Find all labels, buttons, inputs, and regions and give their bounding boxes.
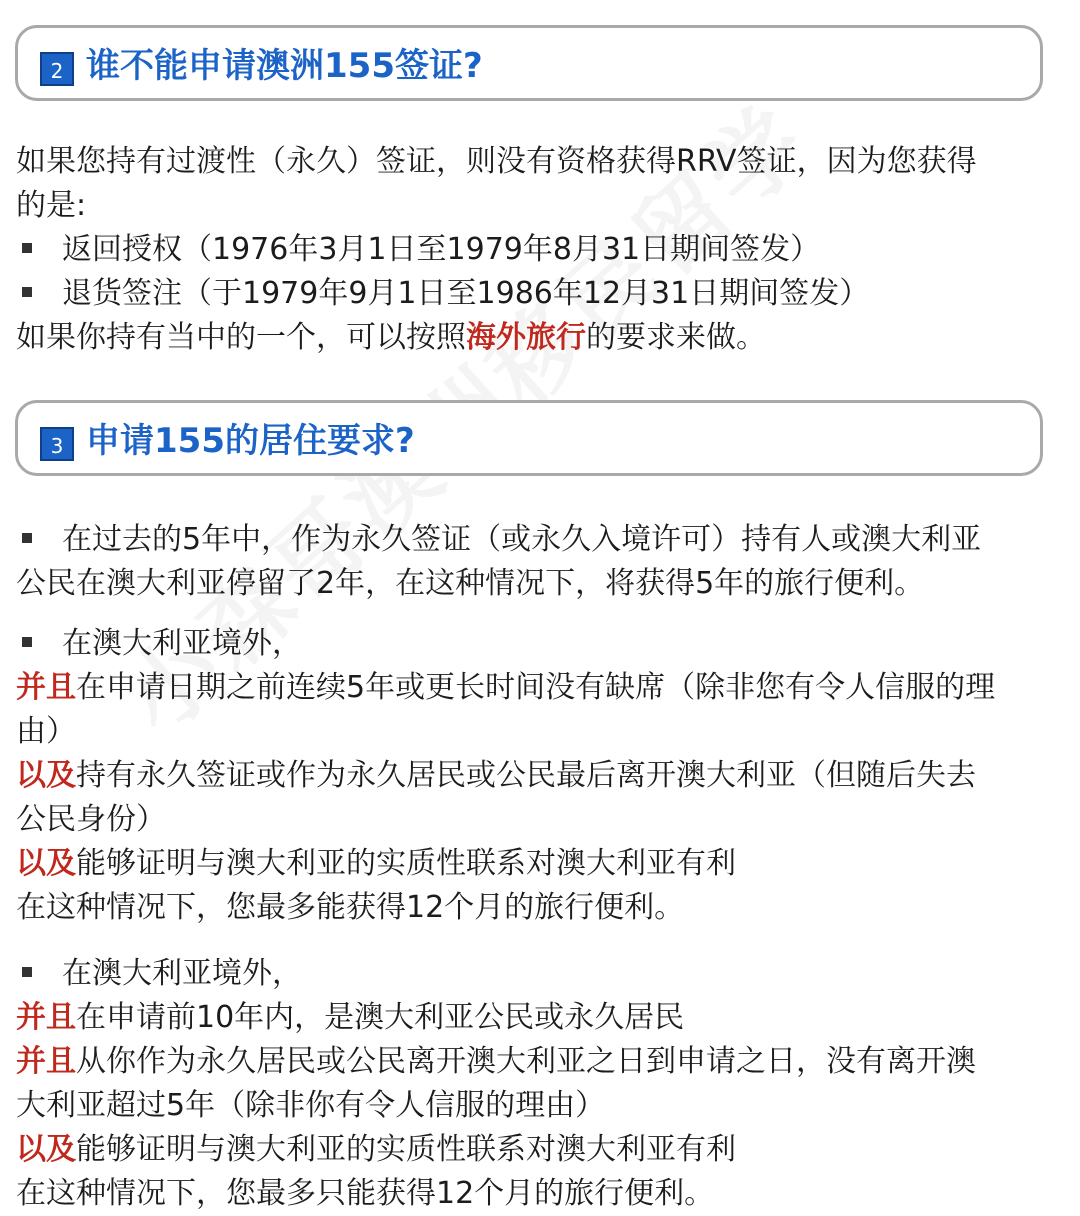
condition-line xyxy=(16,666,995,710)
keyword-and: 并且 xyxy=(16,1000,76,1035)
list-item-text: 在过去的5年中，作为永久签证（或永久入境许可）持有人或澳大利亚 xyxy=(62,522,982,557)
condition-line xyxy=(16,754,976,798)
bullet-icon xyxy=(22,967,32,977)
bullet-icon xyxy=(22,533,32,543)
section-2-header xyxy=(15,25,1043,101)
condition-text: 在申请前10年内，是澳大利亚公民或永久居民 xyxy=(76,1000,685,1035)
section-2-intro-line1: 如果您持有过渡性（永久）签证，则没有资格获得RRV签证，因为您获得 xyxy=(16,144,977,179)
list-item xyxy=(16,518,981,562)
condition-line xyxy=(16,996,684,1040)
list-item xyxy=(16,272,869,316)
section-3-header xyxy=(15,400,1043,476)
condition-text: 能够证明与澳大利亚的实质性联系对澳大利亚有利 xyxy=(76,846,736,881)
condition-line xyxy=(16,1128,736,1172)
condition-continuation: 大利亚超过5年（除非你有令人信服的理由） xyxy=(16,1088,606,1123)
section-3-title: 申请155的居住要求? xyxy=(86,421,415,461)
list-item xyxy=(16,952,302,996)
condition-text: 从你作为永久居民或公民离开澳大利亚之日到申请之日，没有离开澳 xyxy=(76,1044,976,1079)
list-item-text: 退货签注（于1979年9月1日至1986年12月31日期间签发） xyxy=(62,276,870,311)
list-item-text: 在澳大利亚境外， xyxy=(62,956,302,991)
condition-line xyxy=(16,1040,976,1084)
condition-continuation: 公民身份） xyxy=(16,802,166,837)
condition-text: 能够证明与澳大利亚的实质性联系对澳大利亚有利 xyxy=(76,1132,736,1167)
section-2-intro-line2: 的是: xyxy=(16,188,87,223)
section-2-closing xyxy=(16,316,766,360)
list-item-text: 在澳大利亚境外， xyxy=(62,626,302,661)
bullet-icon xyxy=(22,287,32,297)
keyword-also: 以及 xyxy=(16,1132,76,1167)
result-line: 在这种情况下，您最多能获得12个月的旅行便利。 xyxy=(16,890,685,925)
closing-text: 如果你持有当中的一个，可以按照 xyxy=(16,320,466,355)
section-3-number: 3 xyxy=(40,427,74,461)
section-2-title: 谁不能申请澳洲155签证? xyxy=(86,46,483,86)
condition-text: 持有永久签证或作为永久居民或公民最后离开澳大利亚（但随后失去 xyxy=(76,758,976,793)
list-item xyxy=(16,622,302,666)
closing-text-end: 的要求来做。 xyxy=(586,320,766,355)
section-2-number: 2 xyxy=(40,52,74,86)
bullet-icon xyxy=(22,637,32,647)
keyword-and: 并且 xyxy=(16,1044,76,1079)
condition-continuation: 由） xyxy=(16,714,76,749)
list-item-text: 返回授权（1976年3月1日至1979年8月31日期间签发） xyxy=(62,232,821,267)
keyword-also: 以及 xyxy=(16,846,76,881)
condition-text: 在申请日期之前连续5年或更长时间没有缺席（除非您有令人信服的理 xyxy=(76,670,996,705)
result-line: 在这种情况下，您最多只能获得12个月的旅行便利。 xyxy=(16,1176,715,1211)
keyword-also: 以及 xyxy=(16,758,76,793)
list-item-continuation: 公民在澳大利亚停留了2年，在这种情况下，将获得5年的旅行便利。 xyxy=(16,566,925,601)
list-item xyxy=(16,228,820,272)
condition-line xyxy=(16,842,736,886)
keyword-and: 并且 xyxy=(16,670,76,705)
overseas-travel-highlight: 海外旅行 xyxy=(466,320,586,355)
bullet-icon xyxy=(22,243,32,253)
